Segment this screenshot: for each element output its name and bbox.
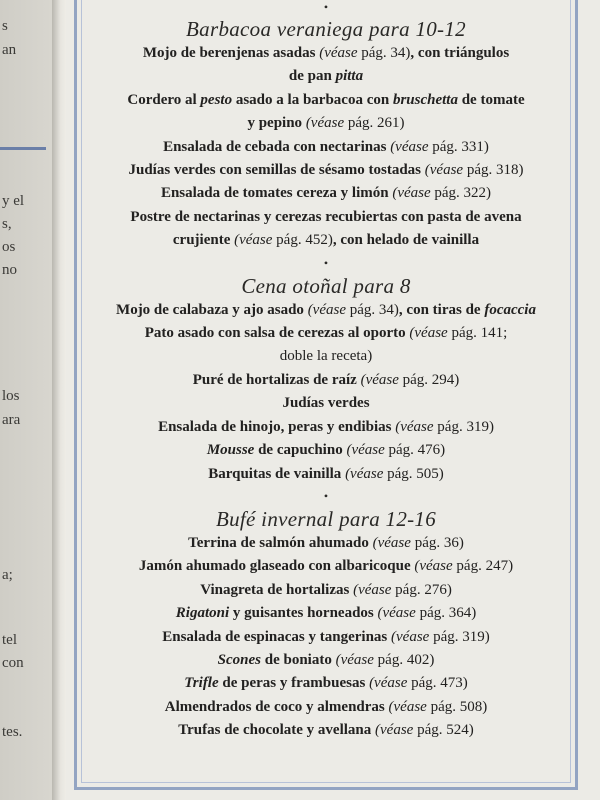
recipe-line — [78, 696, 574, 719]
page-reference: (véase pág. 294) — [360, 371, 460, 388]
recipe-item — [78, 42, 574, 89]
page-reference: (véase pág. 261) — [305, 115, 405, 132]
recipe-line — [78, 345, 574, 368]
recipe-text: , con tiras de — [398, 301, 485, 318]
recipe-italic-term: Scones — [217, 651, 261, 668]
recipe-text: , con triángulos — [410, 45, 510, 61]
recipe-text: Mojo de berenjenas asadas — [142, 45, 320, 61]
recipe-italic-term: pitta — [335, 68, 364, 85]
menu-page — [66, 0, 600, 800]
page-reference: (véase pág. 34) — [307, 301, 399, 318]
recipe-line — [78, 602, 574, 625]
left-page-fragment: os — [2, 239, 16, 255]
recipe-item — [78, 649, 574, 672]
page-reference: (véase pág. 318) — [424, 162, 524, 179]
recipe-line — [78, 322, 574, 345]
recipe-item — [78, 299, 574, 322]
recipe-item — [78, 206, 574, 253]
recipe-line — [78, 229, 574, 252]
page-reference: (véase pág. 319) — [391, 628, 490, 645]
recipe-item — [78, 696, 574, 719]
recipe-text: Terrina de salmón ahumado — [188, 534, 373, 551]
left-page-fragment: tel — [2, 632, 17, 648]
recipe-italic-term: Rigatoni — [175, 605, 230, 622]
recipe-text: Ensalada de cebada con nectarinas — [163, 138, 391, 155]
recipe-line — [78, 159, 574, 182]
recipe-italic-term: Mousse — [206, 442, 255, 459]
menu-section-title: Cena otoñal para 8 — [241, 273, 411, 298]
recipe-item — [78, 322, 574, 369]
left-page-fragment: con — [2, 655, 24, 671]
recipe-line — [78, 719, 574, 742]
page-reference: (véase pág. 402) — [335, 651, 435, 668]
left-page-fragment: los — [2, 388, 20, 404]
recipe-text: Ensalada de tomates cereza y limón — [160, 185, 393, 202]
left-page-fragment: a; — [2, 567, 13, 583]
recipe-item — [78, 182, 574, 205]
page-reference: (véase pág. 473) — [369, 675, 468, 692]
recipe-line — [78, 369, 574, 392]
recipe-text: , con helado de vainilla — [332, 232, 480, 249]
recipe-item — [78, 369, 574, 392]
recipe-line — [78, 463, 574, 486]
page-reference: (véase pág. 524) — [375, 722, 474, 739]
recipe-line — [78, 555, 574, 578]
left-page-fragment: y el — [2, 193, 25, 209]
recipe-line — [78, 299, 574, 322]
recipe-line — [78, 439, 574, 462]
recipe-italic-term: Trifle — [184, 675, 219, 692]
recipe-text: y guisantes horneados — [229, 605, 378, 622]
recipe-item — [78, 159, 574, 182]
recipe-italic-term: focaccia — [484, 301, 536, 318]
recipe-line — [78, 672, 574, 695]
recipe-text: Ensalada de espinacas y tangerinas — [162, 628, 392, 645]
book-gutter — [52, 0, 66, 800]
recipe-text: de capuchino — [254, 442, 347, 459]
recipe-item — [78, 602, 574, 625]
recipe-text: Ensalada de hinojo, peras y endibias — [158, 418, 396, 435]
recipe-text: Barquitas de vainilla — [208, 465, 346, 482]
recipe-text: Jamón ahumado glaseado con albaricoque — [138, 558, 415, 575]
recipe-text: Judías verdes con semillas de sésamo tostadas — [128, 162, 425, 179]
recipe-item — [78, 463, 574, 486]
recipe-item — [78, 416, 574, 439]
recipe-item — [78, 555, 574, 578]
recipe-italic-term: bruschetta — [392, 91, 458, 108]
recipe-line — [78, 392, 574, 415]
recipe-line — [78, 42, 574, 65]
recipe-line — [78, 65, 574, 88]
recipe-italic-term: pesto — [200, 91, 233, 108]
left-page-fragment: s — [2, 18, 8, 34]
menu-section-title: Bufé invernal para 12-16 — [215, 506, 437, 531]
recipe-note: doble la receta) — [279, 348, 373, 365]
recipe-line — [78, 649, 574, 672]
recipe-line — [78, 416, 574, 439]
recipe-text: de peras y frambuesas — [218, 675, 370, 692]
recipe-line — [78, 89, 574, 112]
top-bullet: • — [323, 0, 329, 14]
recipe-text: de boniato — [261, 651, 336, 668]
page-reference: (véase pág. 319) — [395, 418, 494, 435]
left-page-fragment: ara — [2, 412, 21, 428]
recipe-text: Postre de nectarinas y cerezas recubiertas con pasta de avena — [130, 208, 522, 225]
recipe-item — [78, 626, 574, 649]
recipe-text: Vinagreta de hortalizas — [200, 581, 354, 598]
page-reference: (véase pág. 34) — [319, 45, 411, 61]
recipe-line — [78, 206, 574, 229]
menu-content — [78, 0, 574, 743]
recipe-text: Almendrados de coco y almendras — [164, 698, 389, 715]
recipe-text: de pan — [288, 68, 336, 85]
recipe-text: Mojo de calabaza y ajo asado — [116, 301, 308, 318]
recipe-text: Puré de hortalizas de raíz — [192, 371, 361, 388]
recipe-text: de tomate — [457, 91, 525, 108]
page-reference: (véase pág. 141; — [409, 325, 508, 342]
recipe-item — [78, 532, 574, 555]
page-reference: (véase pág. 452) — [234, 232, 333, 249]
recipe-text: Pato asado con salsa de cerezas al oporto — [144, 325, 410, 342]
page-reference: (véase pág. 247) — [414, 558, 514, 575]
recipe-item — [78, 672, 574, 695]
page-reference: (véase pág. 36) — [372, 534, 464, 551]
recipe-text: y pepino — [247, 115, 306, 132]
left-page-fragment: no — [2, 262, 17, 278]
recipe-line — [78, 626, 574, 649]
recipe-text: asado a la barbacoa con — [232, 91, 393, 108]
recipe-line — [78, 136, 574, 159]
recipe-item — [78, 136, 574, 159]
page-reference: (véase pág. 276) — [353, 581, 452, 598]
recipe-item — [78, 719, 574, 742]
recipe-line — [78, 112, 574, 135]
page-reference: (véase pág. 505) — [345, 465, 444, 482]
recipe-item — [78, 579, 574, 602]
recipe-text: Cordero al — [127, 91, 201, 108]
page-reference: (véase pág. 331) — [390, 138, 489, 155]
recipe-line — [78, 579, 574, 602]
left-page-rule — [0, 147, 46, 150]
page-reference: (véase pág. 476) — [346, 442, 446, 459]
recipe-item — [78, 392, 574, 415]
left-page-edge — [0, 0, 58, 800]
left-page-fragment: s, — [2, 216, 12, 232]
page-reference: (véase pág. 364) — [377, 605, 477, 622]
recipe-text: crujiente — [172, 232, 235, 249]
section-separator-bullet: • — [323, 488, 329, 503]
left-page-fragment: an — [2, 42, 17, 58]
recipe-item — [78, 439, 574, 462]
menu-section-title: Barbacoa veraniega para 10-12 — [186, 17, 466, 41]
recipe-line — [78, 182, 574, 205]
recipe-line — [78, 532, 574, 555]
recipe-text: Trufas de chocolate y avellana — [178, 722, 376, 739]
section-separator-bullet: • — [323, 255, 329, 270]
page-reference: (véase pág. 322) — [392, 185, 492, 202]
recipe-text: Judías verdes — [282, 395, 370, 412]
recipe-item — [78, 89, 574, 136]
left-page-fragment: tes. — [2, 724, 23, 740]
page-reference: (véase pág. 508) — [388, 698, 488, 715]
